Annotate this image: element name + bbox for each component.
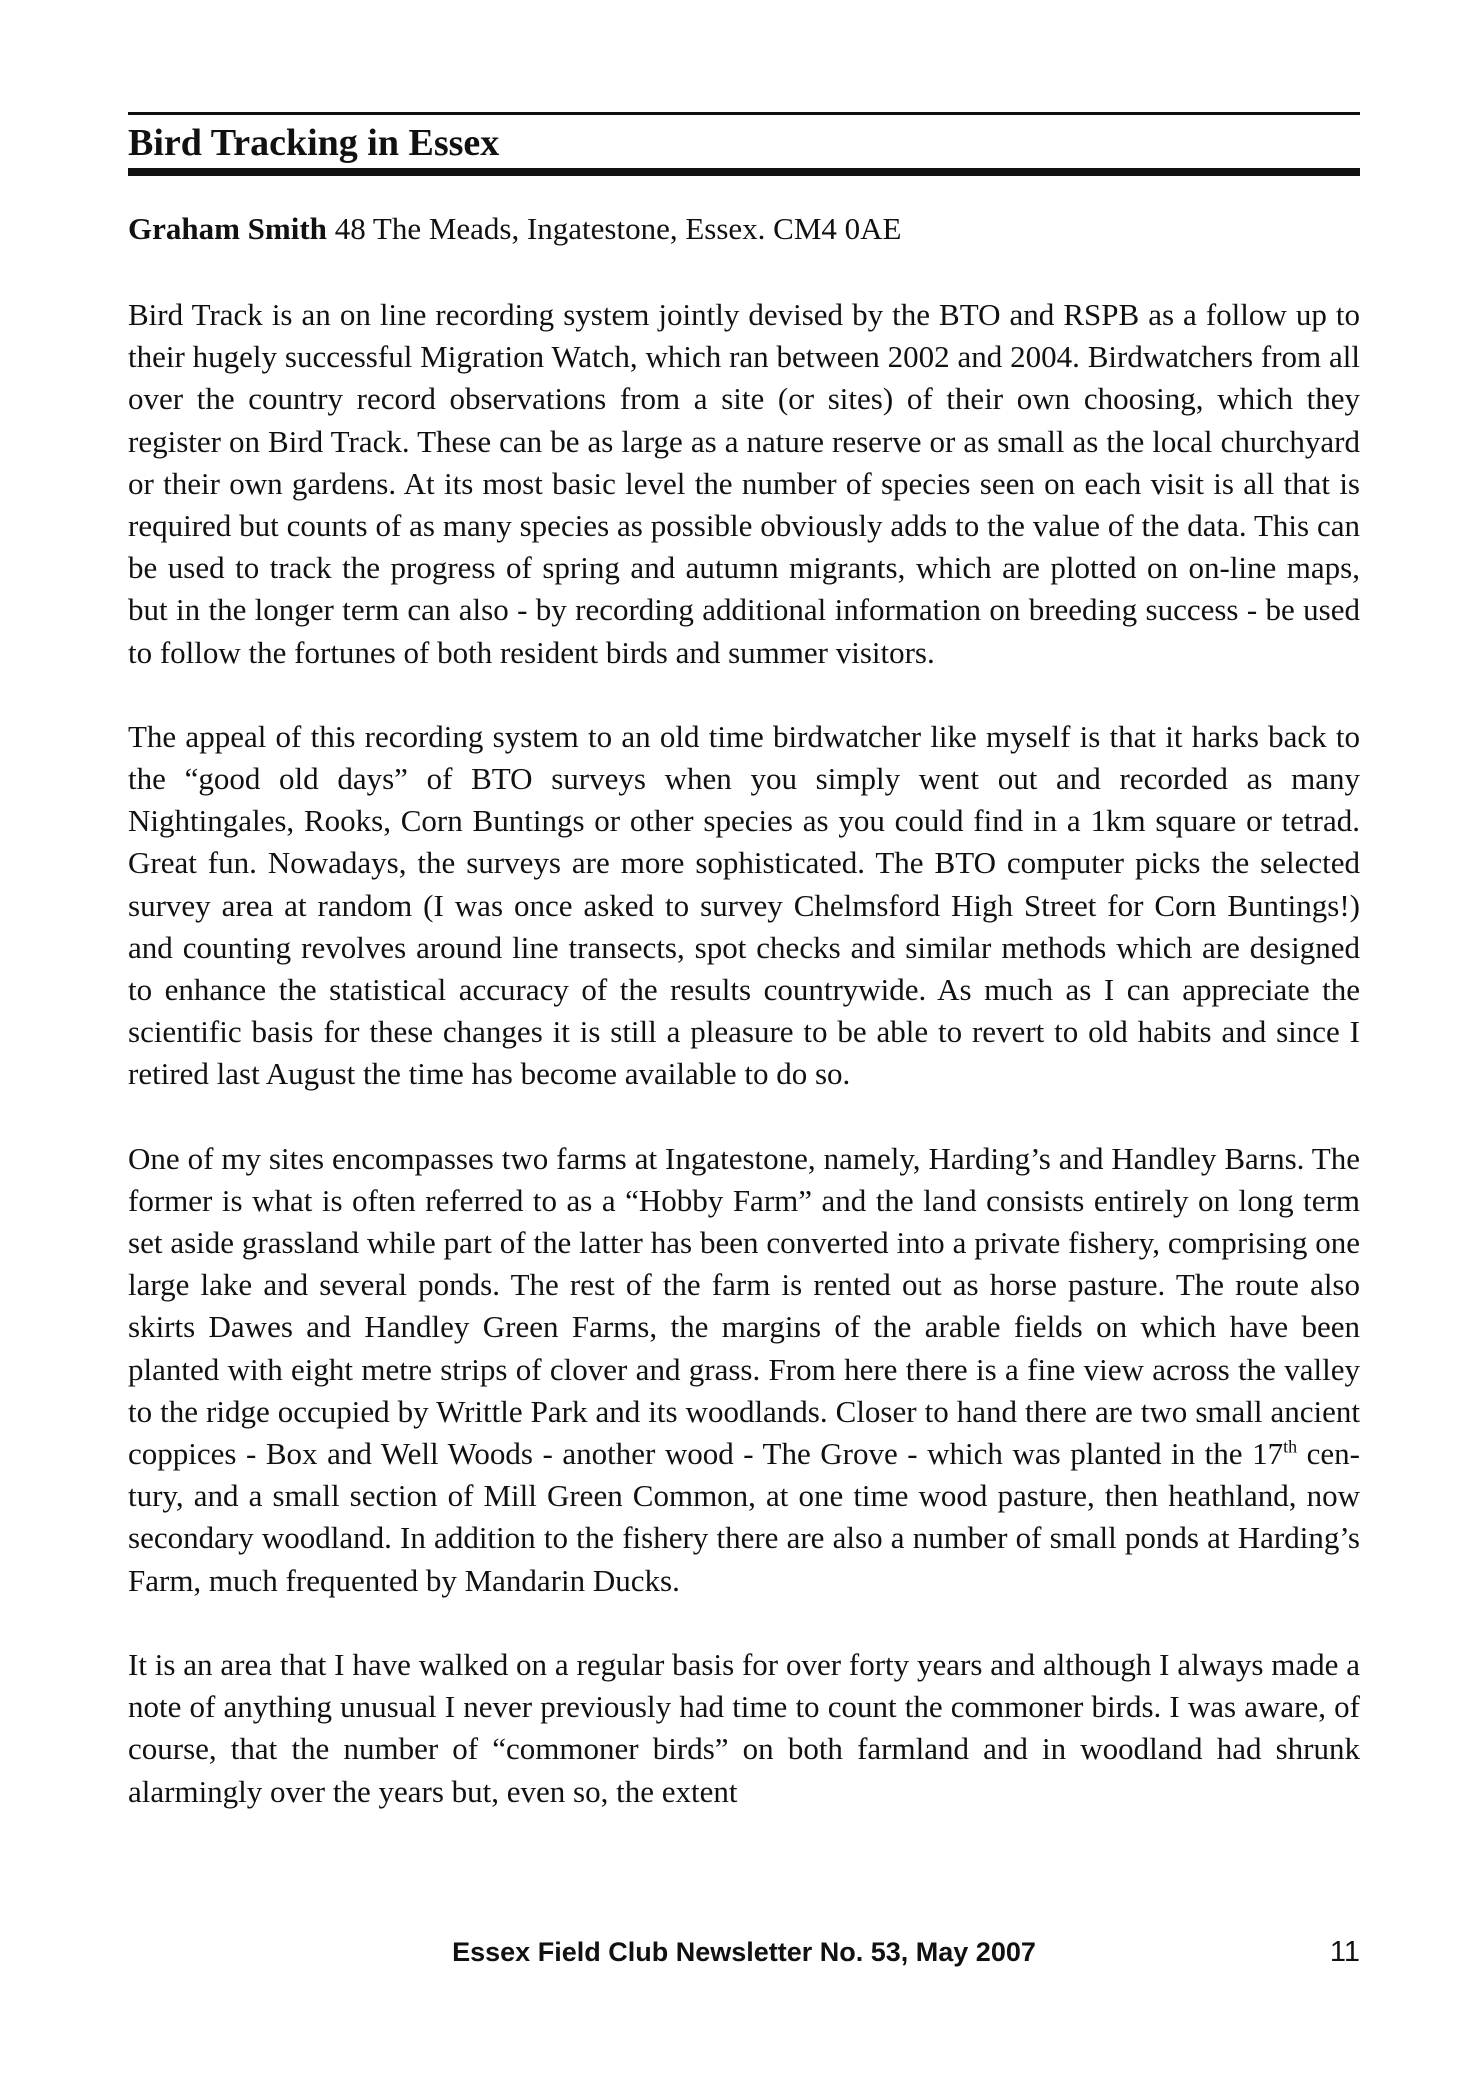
page-footer	[128, 1932, 1360, 1972]
ordinal-superscript: th	[1283, 1436, 1298, 1457]
paragraph-3	[128, 1138, 1360, 1602]
paragraph-2: The appeal of this recording system to an old time birdwatcher like myself is that it harks back to the “good old days” of BTO surveys when you simply went out and recorded as many Nightingales, Rooks, Corn Buntings or other species as you could find in a 1km square or tetrad. Great fun. Nowadays, the surveys are more sophisticated. The BTO computer picks the selected survey area at random (I was once asked to survey Chelmsford High Street for Corn Buntings!) and counting revolves around line transects, spot checks and similar methods which are designed to enhance the statistical accuracy of the results countrywide. As much as I can appreciate the scientific basis for these changes it is still a pleasure to be able to revert to old habits and since I retired last August the time has become available to do so.	[128, 718, 1360, 1092]
author-byline	[128, 208, 902, 250]
document-page	[128, 0, 1360, 2100]
paragraph-1: Bird Track is an on line recording system jointly devised by the BTO and RSPB as a follow up to their hugely successful Migration Watch, which ran between 2002 and 2004. Birdwatchers from all over the country record observations from a site (or sites) of their own choosing, which they register on Bird Track. These can be as large as a nature reserve or as small as the local churchyard or their own gardens. At its most basic level the number of species seen on each visit is all that is required but counts of as many species as possible obviously adds to the value of the data. This can be used to track the progress of spring and autumn migrants, which are plotted on on-line maps, but in the longer term can also - by recording additional information on breeding success - be used to follow the fortunes of both resident birds and summer visitors.	[128, 297, 1360, 670]
article-body	[128, 294, 1360, 1813]
paragraph-4: It is an area that I have walked on a regular basis for over forty years and although I always made a note of anything unusual I never previously had time to count the commoner birds. I was aware, of course, that the number of “commoner birds” on both farmland and in woodland had shrunk alarmingly over the years but, even so, the extent	[128, 1646, 1360, 1809]
article-title: Bird Tracking in Essex	[128, 122, 500, 164]
publication-title: Essex Field Club Newsletter No. 53, May 2007	[452, 1937, 1036, 1967]
title-rule-bottom	[128, 168, 1360, 176]
paragraph-3-text-b: century, and a small section of Mill Green Common, at one time wood pasture, then heathland, now secondary woodland. In addition to the fishery there are also a number of small ponds at Harding’s Farm, much frequented by Mandarin Ducks.	[128, 1436, 1360, 1598]
author-name: Graham Smith	[128, 211, 327, 246]
author-address: 48 The Meads, Ingatestone, Essex. CM4 0AE	[326, 211, 902, 246]
page-number: 11	[1329, 1936, 1360, 1968]
title-rule-top	[128, 112, 1360, 115]
paragraph-3-text-a: One of my sites encompasses two farms at Ingatestone, namely, Harding’s and Handley Barns. The former is what is often referred to as a “Hobby Farm” and the land consists entirely on long term set aside grassland while part of the latter has been converted into a private fishery, comprising one large lake and several ponds. The rest of the farm is rented out as horse pasture. The route also skirts Dawes and Handley Green Farms, the margins of the arable fields on which have been planted with eight metre strips of clover and grass. From here there is a fine view across the valley to the ridge occupied by Writtle Park and its woodlands. Closer to hand there are two small ancient coppices - Box and Well Woods - another wood - The Grove - which was planted in the 17	[128, 1140, 1360, 1472]
